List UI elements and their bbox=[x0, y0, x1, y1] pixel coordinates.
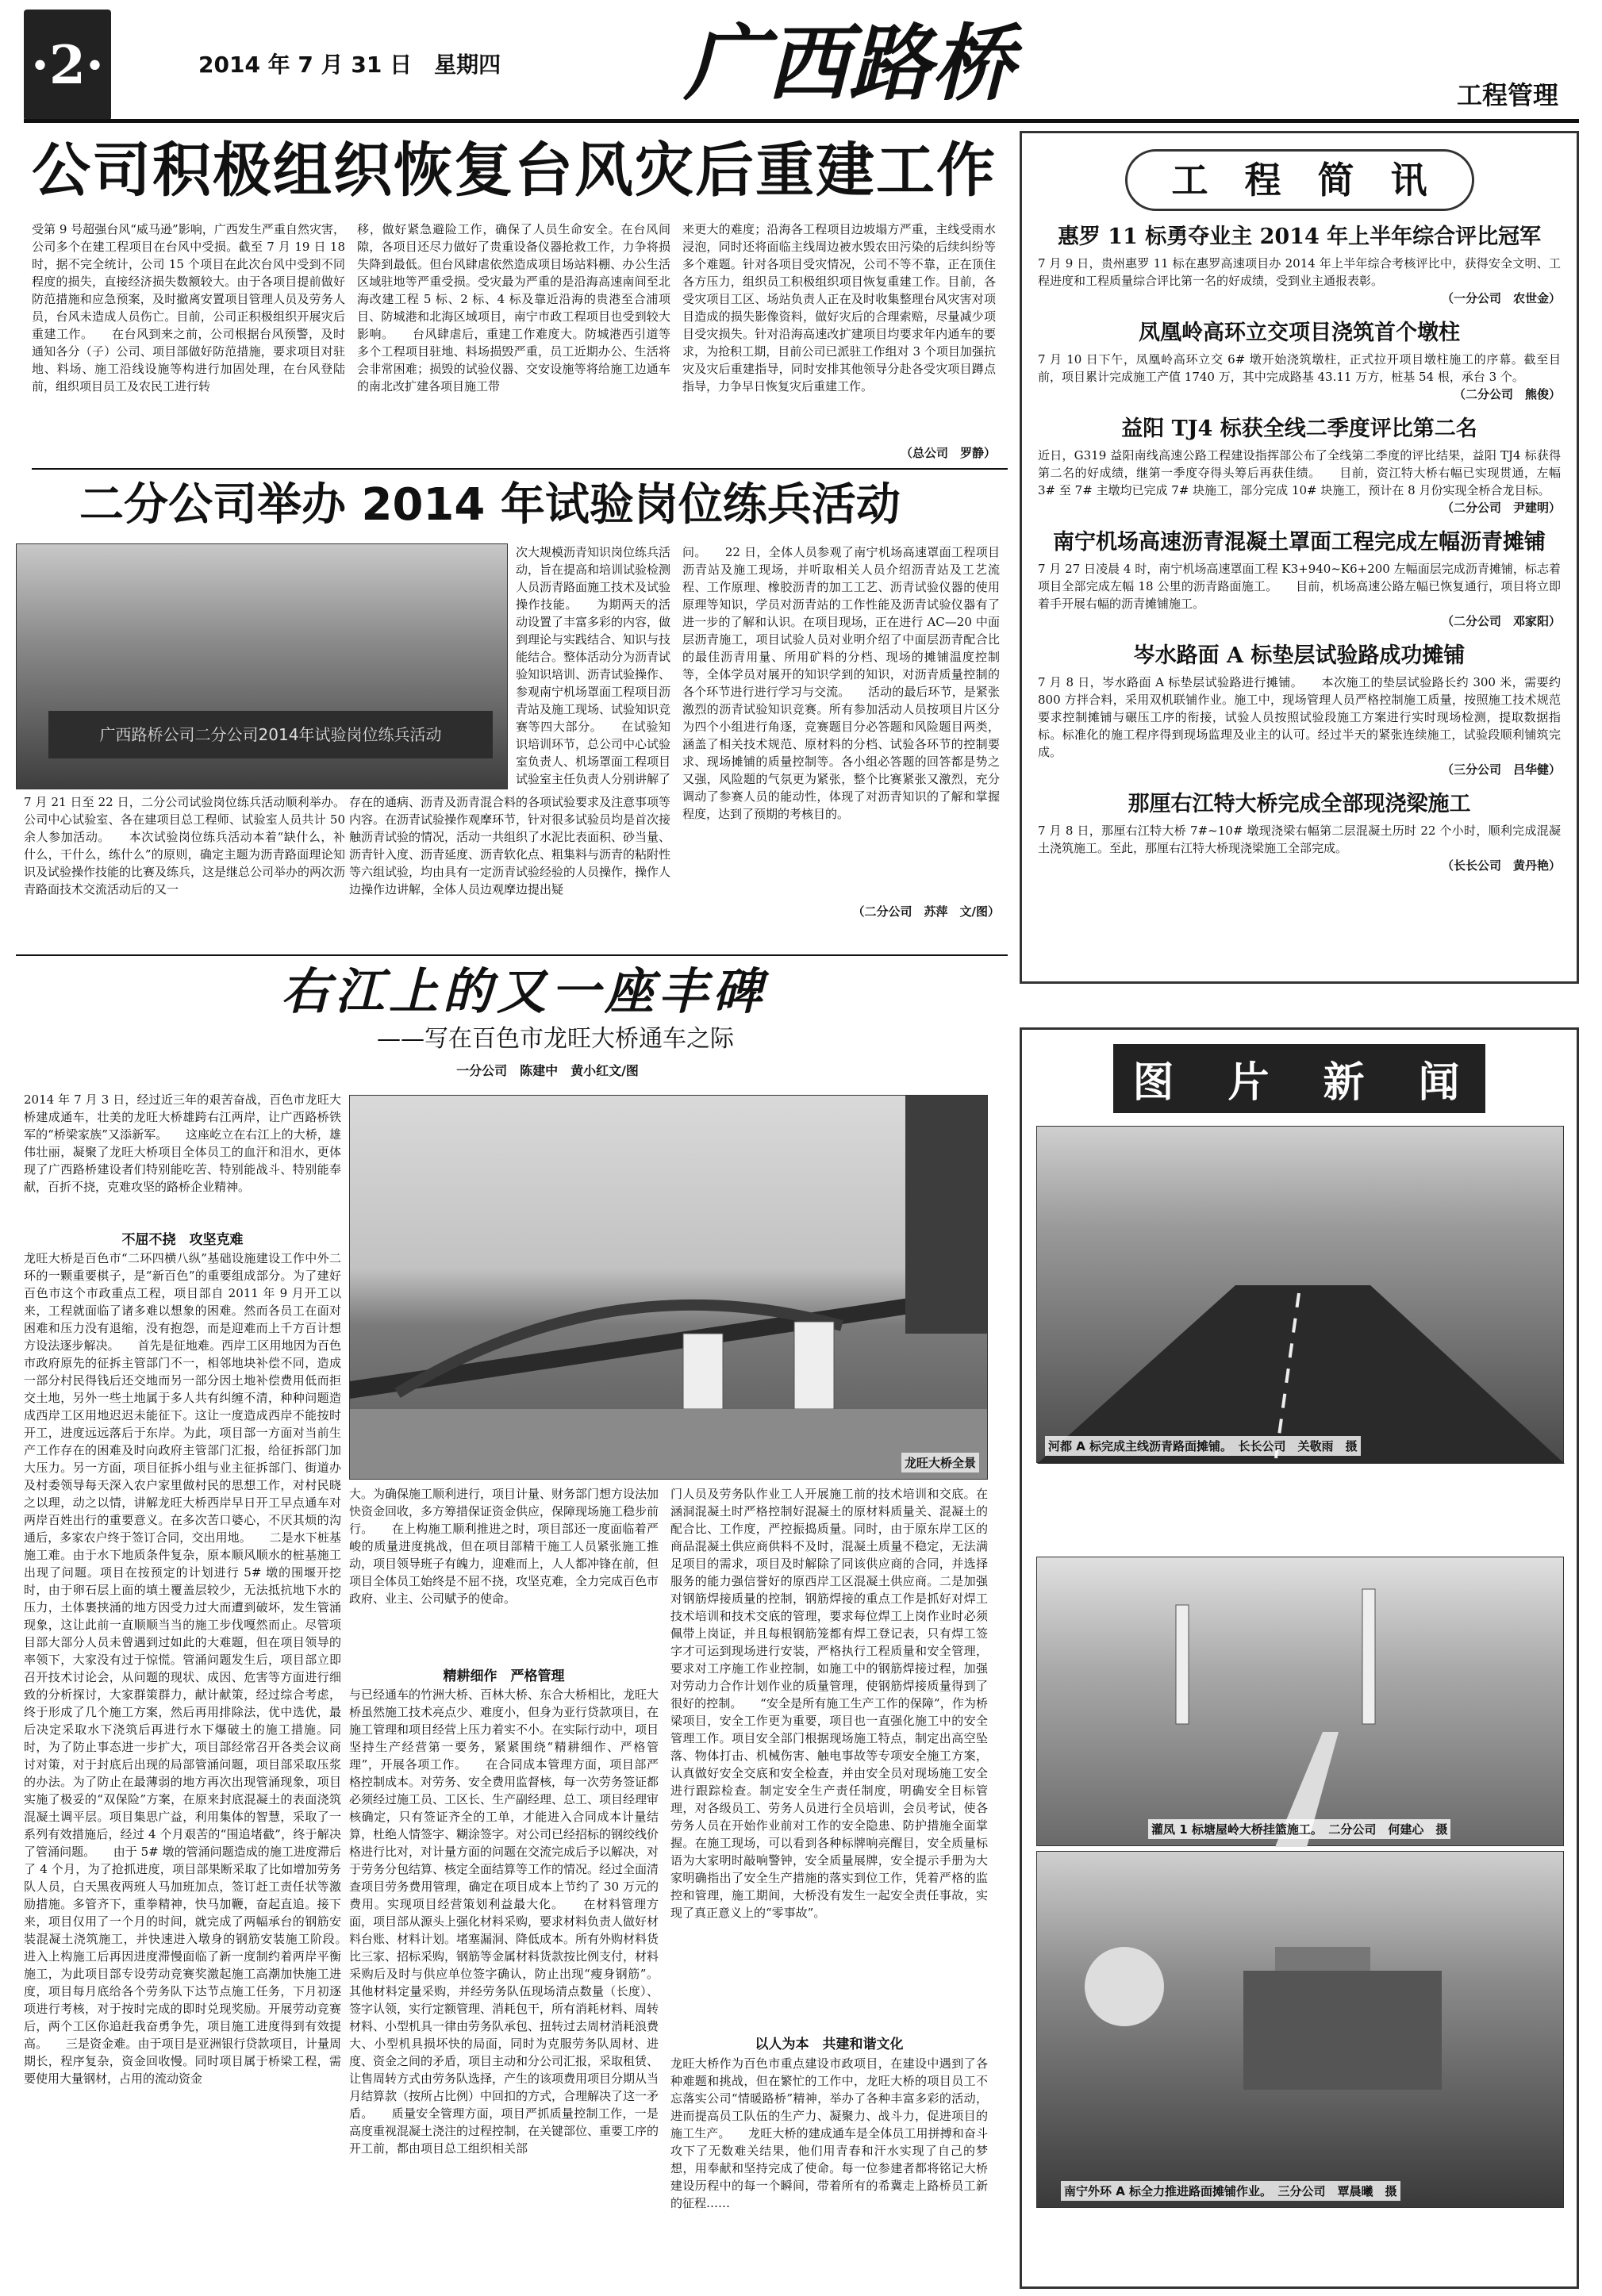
group-photo bbox=[16, 543, 508, 789]
brief-item bbox=[1038, 638, 1561, 778]
brief-title: 那厘右江特大桥完成全部现浇梁施工 bbox=[1128, 792, 1471, 816]
article3-col1: 2014 年 7 月 3 日，经过近三年的艰苦奋战，百色市龙旺大桥建成通车，壮美的龙旺大桥雄跨右江两岸，让广西路桥铁军的“桥梁家族”又添新军。 这座屹立在右江上的大桥，雄伟壮丽，凝聚了龙旺大桥项目全体员工的血汗和泪水，更体现了广西路桥建设者们特别能吃苦、特别能战斗、特别能奉献，百折不挠，克难攻坚的路桥企业精神。 bbox=[24, 1092, 341, 1194]
article1-col3: 来更大的难度；沿海各工程项目边坡塌方严重，主线受雨水浸泡，同时还将面临主线周边被水毁农田污染的后续纠纷等多个难题。针对各项目受灾情况，公司不等不靠，正在顶住各方压力，组织员工积极组织项目恢复重建工作。目前，各受灾项目工区、场站负责人正在及时收集整理台风灾害对项目造成的损失影像资料，做好灾后的合理索赔，尽量减少项目受灾损失。针对沿海高速改扩建项目均要求年内通车的要求，为抢积工期，目前公司已派驻工作组对 3 个项目加强抗灾及灾后重建指导，同时安排其他领导分赴各受灾项目蹲点指导，力争早日恢复灾后重建工作。 bbox=[682, 222, 996, 394]
brief-item bbox=[1038, 219, 1561, 307]
paver-illustration bbox=[1037, 1852, 1565, 2209]
brief-title: 益阳 TJ4 标获全线二季度评比第二名 bbox=[1121, 417, 1477, 441]
article2-author: （二分公司 苏萍 文/图） bbox=[852, 904, 1000, 919]
brief-title: 惠罗 11 标勇夺业主 2014 年上半年综合评比冠军 bbox=[1057, 225, 1542, 249]
photo-news-box bbox=[1020, 1027, 1579, 2289]
brief-author: （三分公司 吕华健） bbox=[1441, 762, 1561, 777]
brief-body: 7 月 8 日，岑水路面 A 标垫层试验路进行摊铺。 本次施工的垫层试验路长约 300 米，需要约 800 方拌合料，采用双机联铺作业。施工中，现场管理人员严格控制施工质量，按照施工技术规范要求控制摊铺与碾压工序的衔接，试验人员按照试验段施工方案进行实时现场检测，提取数据指标。标准化的施工程序得到现场监理及业主的认可。经过半天的紧张连续施工，试验段顺利铺筑完成。 bbox=[1038, 675, 1561, 759]
header-rule bbox=[24, 119, 1579, 123]
article3-col1-subhead: 不屈不挠 攻坚克难 bbox=[121, 1232, 244, 1248]
photo-bridge-construction bbox=[1036, 1557, 1564, 1846]
brief-body: 7 月 27 日凌晨 4 时，南宁机场高速罩面工程 K3+940~K6+200 左幅面层完成沥青摊铺，标志着项目全部完成左幅 18 公里的沥青路面施工。 目前，机场高速公路左幅已恢复通行，项目将立即着手开展右幅的沥青摊铺施工。 bbox=[1038, 562, 1561, 611]
brief-item bbox=[1038, 411, 1561, 516]
brief-item bbox=[1038, 786, 1561, 874]
article3-col3-body: 龙旺大桥作为百色市重点建设市政项目，在建设中遇到了各种难题和挑战，但在繁忙的工作中，龙旺大桥的项目员工不忘落实公司“情暖路桥”精神，举办了各种丰富多彩的活动，进而提高员工队伍的生产力、凝聚力、战斗力，促进项目的施工生产。 龙旺大桥的建成通车是全体员工用拼搏和奋斗攻下了无数难关结果，他们用青春和汗水实现了自己的梦想，用奉献和坚持完成了使命。每一位参建者都将铭记大桥建设历程中的每一个瞬间，带着所有的希冀走上路桥员工新的征程…… bbox=[670, 2056, 988, 2210]
divider bbox=[32, 468, 1008, 470]
photo-news-header-text: 图 片 新 闻 bbox=[1113, 1044, 1485, 1113]
brief-author: （二分公司 熊俊） bbox=[1453, 387, 1561, 401]
brief-title: 岑水路面 A 标垫层试验路成功摊铺 bbox=[1133, 643, 1466, 668]
brief-body: 7 月 9 日，贵州惠罗 11 标在惠罗高速项目办 2014 年上半年综合考核评比中，获得安全文明、工程进度和工程质量综合评比第一名的好成绩，受到业主通报表彰。 bbox=[1038, 256, 1561, 288]
article2-col2-top: 次大规模沥青知识岗位练兵活动，旨在提高和培训试验检测人员沥青路面施工技术及试验操作技能。 为期两天的活动设置了丰富多彩的内容，做到理论与实践结合、知识与技能结合。整体活动分为沥青试验知识培训、沥青试验操作、参观南宁机场罩面工程项目沥青站及施工现场、试验知识竞赛等四大部分。 在试验知识培训环节，总公司中心试验室负责人、机场罩面工程项目试验室主任负责人分别讲解了 bbox=[516, 545, 670, 786]
brief-author: （二分公司 邓家阳） bbox=[1441, 614, 1561, 628]
bridge-photo-caption: 龙旺大桥全景 bbox=[901, 1453, 979, 1472]
brief-title: 凤凰岭高环立交项目浇筑首个墩柱 bbox=[1139, 321, 1460, 345]
article1-author: （总公司 罗静） bbox=[900, 446, 996, 460]
brief-item bbox=[1038, 315, 1561, 403]
brief-author: （一分公司 农世金） bbox=[1441, 291, 1561, 305]
page-number: ·2· bbox=[24, 10, 111, 121]
article3-col3-subhead: 以人为本 共建和谐文化 bbox=[755, 2037, 904, 2052]
photo-caption: 灌凤 1 标塘屋岭大桥挂篮施工。 二分公司 何建心 摄 bbox=[1148, 1819, 1450, 1839]
brief-item bbox=[1038, 524, 1561, 630]
article3-col2-subhead: 精耕细作 严格管理 bbox=[443, 1668, 565, 1684]
article3-byline: 一分公司 陈建中 黄小红文/图 bbox=[456, 1063, 639, 1078]
photo-caption: 河都 A 标完成主线沥青路面摊铺。 长长公司 关敬雨 摄 bbox=[1045, 1436, 1361, 1456]
article3-col3: 门人员及劳务队作业工人开展施工前的技术培训和交底。在涵洞混凝土时严格控制好混凝土的原材料质量关、混凝土的配合比、工作度，严控振捣质量。同时，由于原东岸工区的商品混凝土供应商供料不及时，混凝土质量不稳定，无法满足项目的需求，项目及时解除了同该供应商的合同，并选择服务的能力强信誉好的原西岸工区混凝土供应商。二是加强对钢筋焊接质量的控制，钢筋焊接的重点工作是抓好对焊工技术培训和技术交底的管理，要求每位焊工上岗作业时必须佩带上岗证，并且每根钢筋笼都有焊工登记表，只有焊工签字才可运到现场进行安装，严格执行工程质量和安全管理，要求对工序施工作业控制，如施工中的钢筋焊接过程，加强对劳动力合作计划作业的质量管理，使钢筋焊接质量得到了很好的控制。 “安全是所有施工生产工作的保障”，作为桥梁项目，安全工作更为重要，项目也一直强化施工中的安全管理工作。项目安全部门根据现场施工特点，制定出高空坠落、物体打击、机械伤害、触电事故等专项安全施工方案，认真做好安全交底和安全检查，并由安全员对现场施工安全进行跟踪检查。制定安全生产责任制度，明确安全目标管理，对各级员工、劳务人员进行全员培训，会员考试，使各劳务人员在开始作业前对工作的安全隐患、防护措施全面掌握。在施工现场，可以看到各种标牌响亮醒目，安全质量标语为大家明时敲响警钟，安全质量展牌，安全提示手册为大家明确指出了安全生产措施的落实到位工作，凭着严格的监控和管理，施工期间，大桥没有发生一起安全责任事故，实现了真正意义上的“零事故”。 bbox=[670, 1487, 988, 1920]
briefs-header: 工 程 简 讯 bbox=[1125, 149, 1474, 211]
article2-col1: 7 月 21 日至 22 日，二分公司试验岗位练兵活动顺利举办。公司中心试验室、各在建项目总工程师、试验室人员共计 50 余人参加活动。 本次试验岗位练兵活动本着“缺什么，补什么，干什么，练什么”的原则，确定主题为沥青路面理论知识及试验操作技能的比赛及练兵，这是继总公司举办的两次沥青路面技术交流活动后的又一 bbox=[24, 795, 345, 897]
brief-body: 近日，G319 益阳南线高速公路工程建设指挥部公布了全线第二季度的评比结果，益阳 TJ4 标获得第二名的好成绩，继第一季度夺得头筹后再获佳绩。 目前，资江特大桥右幅已实现贯通，左幅 3# 至 7# 主墩均已完成 7# 块施工，部分完成 10# 块施工，预计在 8 月份实现全桥合龙目标。 bbox=[1038, 448, 1561, 497]
article3-title: 右江上的又一座丰碑 bbox=[280, 962, 766, 1020]
photo-paver bbox=[1036, 1851, 1564, 2208]
article3-col1-body: 龙旺大桥是百色市“二环四横八纵”基础设施建设工作中外二环的一颗重要棋子，是“新百色”的重要组成部分。为了建好百色市这个市政重点工程，项目部自 2011 年 9 月开工以来，工程就面临了诸多难以想象的困难。然而各员工在面对困难和压力没有退缩，没有抱怨，而是迎难而上千方百计想方设法逐步解决。 首先是征地难。西岸工区用地因为百色市政府原先的征拆主管部门不一，相邻地块补偿不同，造成一部分村民得钱后还交地而另一部分因土地补偿费用低而拒交土地，另外一些土地属于多人共有纠缠不清，种种问题造成西岸工区用地迟迟未能征下。这让一度造成西岸不能按时开工，进度远远落后于东岸。为此，项目部一方面对当前生产工作存在的困难及时向政府主管部门汇报，给征拆部门加大压力。另一方面，项目征拆小组与业主征拆部门、街道办及村委领导每天深入农户家里做村民的思想工作，对村民晓之以理，动之以情，讲解龙旺大桥西岸早日开工早点通车对两岸百姓出行的重要意义。在多次苦口婆心，不厌其烦的沟通后，多家农户终于签订合同，交出用地。 二是水下桩基施工难。由于水下地质条件复杂，原本顺风顺水的桩基施工出现了问题。项目在按预定的计划进行 5# 墩的围堰开挖时，由于卵石层上面的填土覆盖层较少，无法抵抗地下水的压力，土体裹挟涌的地方因受力过大而遭到破坏，发生管涌现象，这让此前一直顺顺当当的施工步伐嘎然而止。尽管项目部大部分人员未曾遇到过如此的大难题，但在项目领导的率领下，大家没有过于惊慌。管涌问题发生后，项目部立即召开技术讨论会，从问题的现状、成因、危害等方面进行细致的分析探讨，大家群策群力，献计献策，经过综合考虑，终于形成了几个施工方案，然后再用排除法，优中选优，最后决定采取水下浇筑后再进行水下爆破土的施工措施。同时，为了防止事态进一步扩大，项目部经常召开各类会议商讨对策，对于封底后出现的局部管涌问题，项目部采取压浆的办法。为了防止在最薄弱的地方再次出现管涌现象，项目实施了极妥的“双保险”方案，在原来封底混凝土的表面浇筑混凝土调平层。项目集思广益，利用集体的智慧，采取了一系列有效措施后，经过 4 个月艰苦的“围追堵截”，终于解决了管涌问题。 由于 5# 墩的管涌问题造成的施工进度滞后了 4 个月，为了抢抓进度，项目部果断采取了比如增加劳务队人员，白天黑夜两班人马加班加点，签订赶工责任状等激励措施。多管齐下，重拳精神，快马加鞭，奋起直追。接下来，项目仅用了一个月的时间，就完成了两幅承台的钢筋安装混凝土浇筑施工，并快速进入墩身的钢筋安装施工阶段。 进入上构施工后再因进度滞慢面临了新一度制约着两岸平衡施工，为此项目部专设劳动竞赛奖激起施工高潮加快施工进度，项目每月底给各个劳务队下达节点施工任务，下月初逐项进行考核，对于按时完成的即时兑现奖励。开展劳动竞赛后，两个工区你追赶我奋勇争先，项目施工进度得到有效提高。 三是资金难。由于项目是亚洲银行贷款项目，计量周期长，程序复杂，资金回收慢。同时项目属于桥梁工程，需要使用大量钢材，占用的流动资金 bbox=[24, 1251, 341, 2086]
divider bbox=[16, 954, 1008, 956]
article3-col2: 大。为确保施工顺利进行，项目计量、财务部门想方设法加快资金回收，多方筹措保证资金供应，保障现场施工稳步前行。 在上构施工顺利推进之时，项目部还一度面临着严峻的质量进度挑战，但在项目部精干施工人员紧张施工推动，项目领导班子有魄力，迎难而上，人人都冲锋在前，但项目全体员工始终是不屈不挠，攻坚克难，全力完成百色市政府、业主、公司赋予的使命。 bbox=[349, 1487, 659, 1606]
road-illustration bbox=[1037, 1127, 1565, 1464]
article3-col2-body: 与已经通车的竹洲大桥、百林大桥、东合大桥相比，龙旺大桥虽然施工技术亮点少、难度小，但身为亚行贷款项目，在施工管理和项目经营上压力着实不小。在实际行动中，项目坚持生产经营第一要务，紧紧围绕“精耕细作、严格管理”，开展各项工作。 在合同成本管理方面，项目部严格控制成本。对劳务、安全费用监督核，每一次劳务签证都必须经过施工员、工区长、生产副经理、总工、项目经理审核确定，只有签证齐全的工单，才能进入合同成本计量结算，杜绝人情签字、糊涂签字。对公司已经招标的钢绞线价格进行比对，对计量方面的问题在交流完成后予以解决，对于劳务分包结算、核定全面结算等工作的情况。经过全面清查项目劳务费用管理，确定在项目成本上节约了 30 万元的费用。实现项目经营策划利益最大化。 在材料管理方面，项目部从源头上强化材料采购，要求材料负责人做好材料台账、材料计划。堵塞漏洞、降低成本。所有外购材料货比三家、招标采购，钢筋等金属材料货款按比例支付，材料采购后及时与供应单位签字确认，防止出现“瘦身钢筋”。其他材料定量采购，并经劳务队伍现场清点数量（长度）、签字认领，实行定额管理、消耗包干，所有消耗材料、周转材料、小型机具一律由劳务队承包、扭转过去周材消耗浪费大、小型机具损坏快的局面，同时为克服劳务队周材、进度、资金之间的矛盾，项目主动和分公司汇报，采取租赁、让售周转方式由劳务队选择，产生的该项费用项目分期从当月结算款（按所占比例）中回扣的方式，合理解决了这一矛盾。 质量安全管理方面，项目严抓质量控制工作，一是高度重视混凝土浇注的过程控制，在关键部位、重要工序的开工前，都由项目总工组织相关部 bbox=[349, 1687, 659, 2156]
brief-author: （长长公司 黄丹艳） bbox=[1441, 858, 1561, 873]
article2-col2-bottom: 存在的通病、沥青及沥青混合料的各项试验要求及注意事项等内容。在沥青试验操作观摩环节，针对很多试验员均是首次接触沥青试验的情况，活动一共组织了水泥比表面积、砂当量、沥青针入度、沥青延度、沥青软化点、粗集料与沥青的粘附性等六组试验，均由具有一定沥青试验经验的人员操作，操作人边操作边讲解，全体人员边观摩边提出疑 bbox=[349, 795, 670, 897]
masthead: 广西路桥 bbox=[683, 14, 1014, 112]
photo-caption: 南宁外环 A 标全力推进路面摊铺作业。 三分公司 覃晨曦 摄 bbox=[1061, 2181, 1400, 2201]
article1-col2: 移，做好紧急避险工作，确保了人员生命安全。在台风间隙，各项目还尽力做好了贵重设备仪器抢救工作，力争将损失降到最低。但台风肆虐依然造成项目场站料棚、办公生活区域驻地等严重受损。受灾最为严重的是沿海高速南间至北海改建工程 5 标、2 标、4 标及靠近沿海的贵港至合浦项目、防城港和北海区域项目，南宁市政工程项目也受到较大影响。 台风肆虐后，重建工作难度大。防城港西引道等多个工程项目驻地、料场损毁严重，员工近期办公、生活将会非常困难；损毁的试验仪器、交安设施等将给施工边通车的南北改扩建各项目施工带 bbox=[357, 222, 670, 394]
issue-date: 2014 年 7 月 31 日 星期四 bbox=[198, 52, 501, 78]
photo-road-paving bbox=[1036, 1126, 1564, 1463]
photo-banner: 广西路桥公司二分公司2014年试验岗位练兵活动 bbox=[48, 711, 493, 758]
brief-title: 南宁机场高速沥青混凝土罩面工程完成左幅沥青摊铺 bbox=[1053, 530, 1546, 555]
brief-body: 7 月 10 日下午，凤凰岭高环立交 6# 墩开始浇筑墩柱，正式拉开项目墩柱施工的序幕。截至目前，项目累计完成施工产值 1740 万，其中完成路基 43.11 万方，桩基 54 根，承台 3 个。 bbox=[1038, 352, 1561, 384]
bridge-photo bbox=[349, 1095, 988, 1480]
article2-col3: 问。 22 日，全体人员参观了南宁机场高速罩面工程项目沥青站及施工现场，并听取相关人员介绍沥青站及工艺流程、工作原理、橡胶沥青的加工工艺、沥青试验仪器的使用原理等知识，学员对沥青站的工作性能及沥青试验仪器有了进一步的了解和认识。在项目现场，正在进行 AC—20 中面层沥青施工，项目试验人员对业明介绍了中面层沥青配合比的最佳沥青用量、所用矿料的分档、现场的摊铺温度控制等，全体学员对展开的知识学到的知识，对沥青质量控制的各个环节进行进行学习与交流。 活动的最后环节，是紧张激烈的沥青试验知识竞赛。所有参加活动人员按项目片区分为四个小组进行角逐，竞赛题目分必答题和风险题目两类，涵盖了相关技术规范、原材料的分档、试验各环节的控制要求、现场摊铺的质量控制等。各小组必答题的回答都是势之又强，风险题的气氛更为紧张，整个比赛紧张又激烈，充分调动了参赛人员的能动性，体现了对沥青知识的了解和掌握程度，达到了预期的考核目的。 bbox=[682, 545, 1000, 821]
briefs-box bbox=[1020, 131, 1579, 984]
brief-body: 7 月 8 日，那厘右江特大桥 7#~10# 墩现浇梁右幅第二层混凝土历时 22 个小时，顺利完成混凝土浇筑施工。至此，那厘右江特大桥现浇梁施工全部完成。 bbox=[1038, 824, 1561, 855]
piers-illustration bbox=[1037, 1557, 1565, 1847]
section-name: 工程管理 bbox=[1456, 80, 1558, 110]
article1-col1: 受第 9 号超强台风“威马逊”影响，广西发生严重自然灾害，公司多个在建工程项目在台风中受损。截至 7 月 19 日 18 时，据不完全统计，公司 15 个项目在此次台风中受到不同程度的损失，直接经济损失数额较大。由于各项目提前做好防范措施和应急预案，及时撤离安置项目管理人员及劳务人员，台风未造成人员伤亡。目前，公司正积极组织开展灾后重建工作。 在台风到来之前，公司根据台风预警，及时通知各分（子）公司、项目部做好防范措施，要求项目对驻地、料场、施工沿线设施等构进行加固处理，在台风登陆前，组织项目员工及农民工进行转 bbox=[32, 222, 345, 394]
article1-title: 公司积极组织恢复台风灾后重建工作 bbox=[32, 136, 997, 205]
article3-subtitle: ——写在百色市龙旺大桥通车之际 bbox=[377, 1025, 734, 1053]
bridge-illustration bbox=[350, 1096, 988, 1480]
brief-author: （二分公司 尹建明） bbox=[1441, 501, 1561, 515]
article2-title: 二分公司举办 2014 年试验岗位练兵活动 bbox=[79, 479, 901, 531]
photo-news-header bbox=[1036, 1044, 1562, 1113]
